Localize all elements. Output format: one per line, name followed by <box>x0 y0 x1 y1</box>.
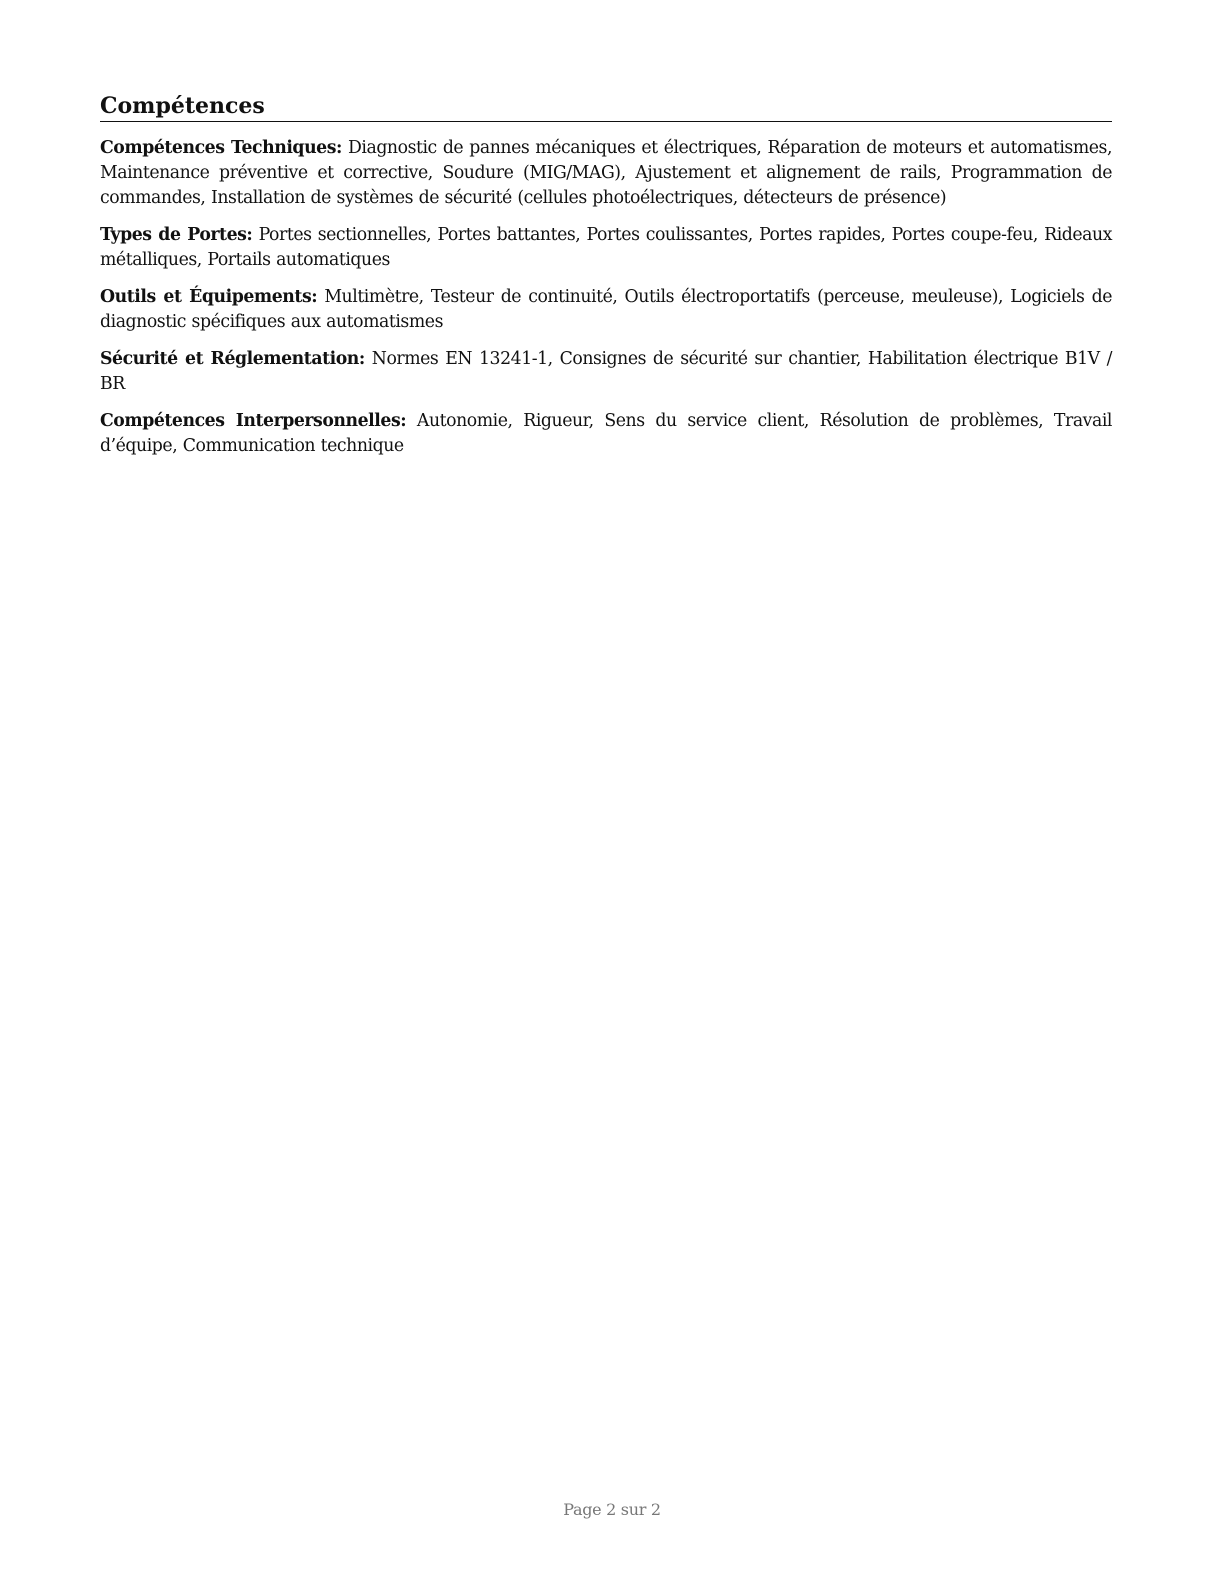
skill-safety <box>100 347 1112 397</box>
section-title: Compétences <box>100 92 1112 122</box>
skill-label: Compétences Techniques: <box>100 138 342 158</box>
skill-label: Types de Portes: <box>100 225 253 245</box>
page-number: Page 2 sur 2 <box>563 1500 661 1519</box>
skill-text: Normes EN 13241-1, Consignes de sécurité sur chantier, Habilitation électrique B1V / BR <box>100 349 1112 394</box>
skill-label: Compétences Interpersonnelles: <box>100 411 407 431</box>
skill-label: Outils et Équipements: <box>100 287 318 307</box>
skill-technical <box>100 136 1112 211</box>
skill-text: Diagnostic de pannes mécaniques et électriques, Réparation de moteurs et automatismes, Maintenance préventive et corrective, Soudure (MIG/MAG), Ajustement et alignement de rails, Programmation de commandes, Installation de systèmes de sécurité (cellules photoélectriques, détecteurs de présence) <box>100 138 1113 208</box>
skill-text: Autonomie, Rigueur, Sens du service client, Résolution de problèmes, Travail d’équipe, Communication technique <box>100 411 1112 456</box>
skill-tools <box>100 285 1112 335</box>
skill-text: Portes sectionnelles, Portes battantes, Portes coulissantes, Portes rapides, Portes coupe-feu, Rideaux métalliques, Portails automatiques <box>100 225 1113 270</box>
document-page <box>100 92 1112 459</box>
skill-label: Sécurité et Réglementation: <box>100 349 365 369</box>
skill-interpersonal <box>100 409 1112 459</box>
skill-door-types <box>100 223 1112 273</box>
skill-text: Multimètre, Testeur de continuité, Outils électroportatifs (perceuse, meuleuse), Logiciels de diagnostic spécifiques aux automatismes <box>100 287 1113 332</box>
